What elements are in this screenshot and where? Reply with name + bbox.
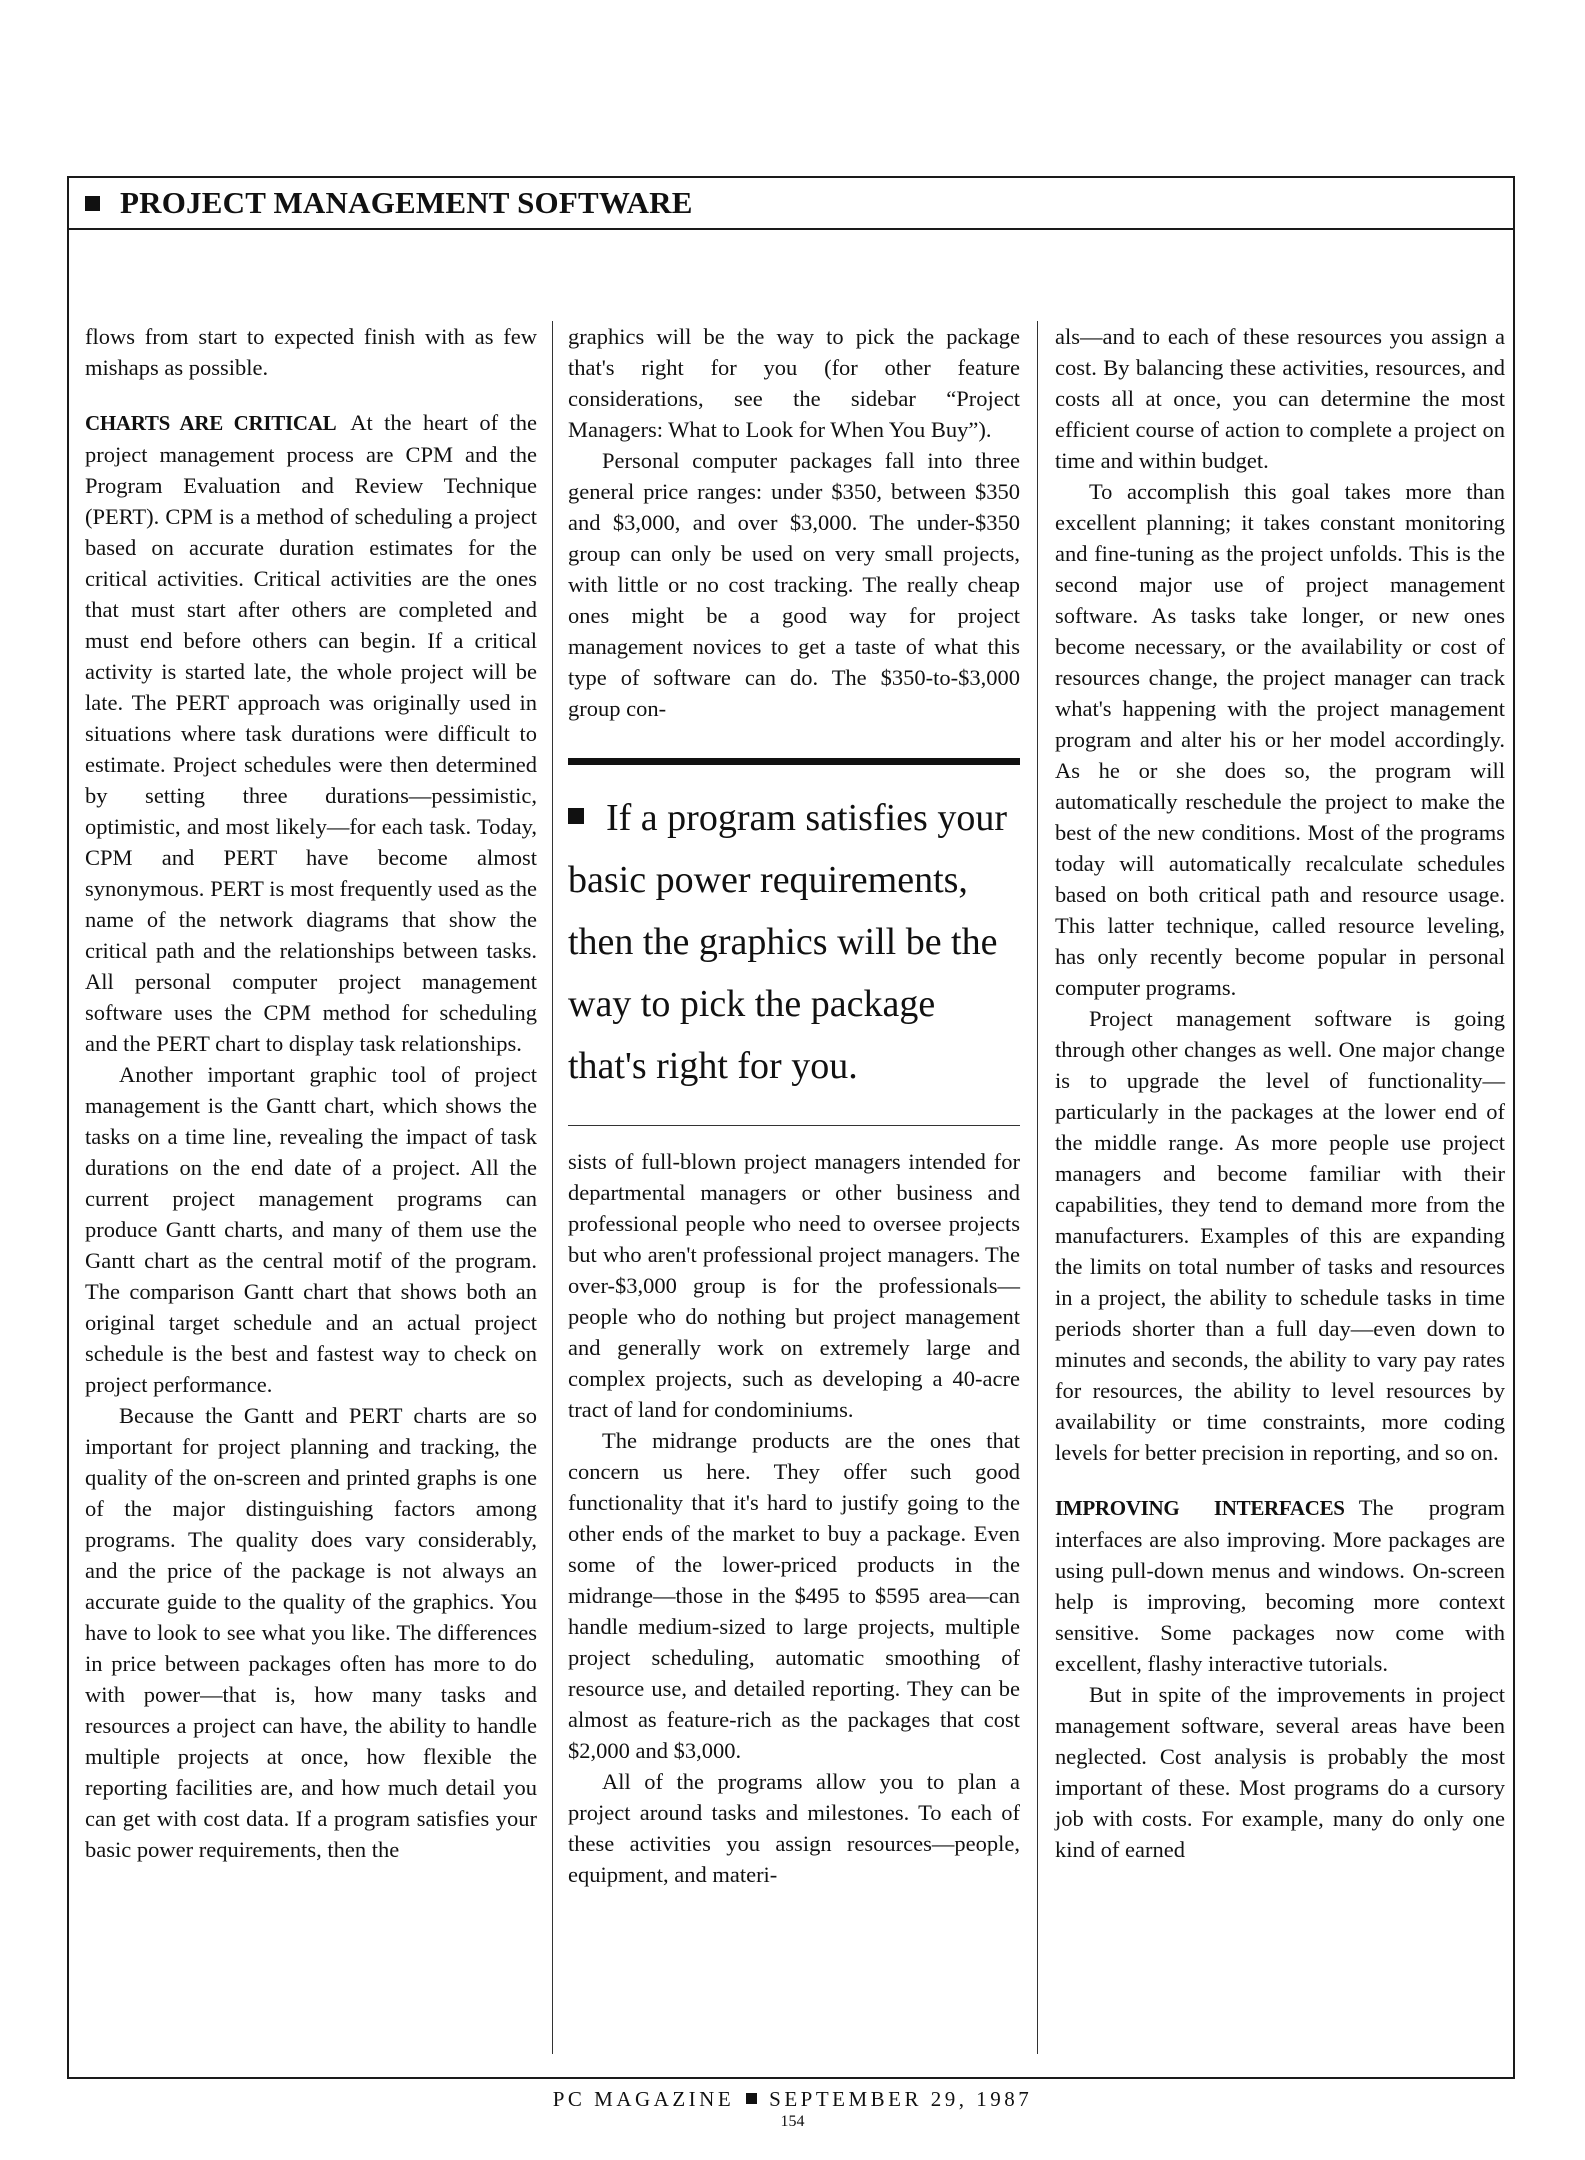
square-bullet-icon — [85, 196, 100, 211]
paragraph-text: The program interfaces are also improving. More packages are using pull-down menus and windows. On-screen help is improving, becoming more context sensitive. Some packages now come with excellent, flashy interactive tutorials. — [1055, 1495, 1505, 1676]
paragraph: To accomplish this goal takes more than excellent planning; it takes constant monitoring and fine-tuning as the project unfolds. This is the second major use of project management software. As tasks take longer, or new ones become necessary, or the availability or cost of resources change, the project manager can track what's happening with the project management program and alter his or her model accordingly. As he or she does so, the program will automatically reschedule the project to make the best of the new conditions. Most of the programs today will automatically recalculate schedules based on both critical path and resource usage. This latter technique, called resource leveling, has only recently become popular in personal computer programs. — [1055, 479, 1505, 1000]
page-number: 154 — [780, 2113, 805, 2130]
text-column-1 — [85, 321, 537, 1865]
paragraph: sists of full-blown project managers intended for departmental managers or other business and professional people who need to oversee projects but who aren't professional project managers. The over-$3,000 group is for the professionals—people who do nothing but project management and generally work on extremely large and complex projects, such as developing a 40-acre tract of land for condominiums. — [568, 1149, 1020, 1422]
paragraph: Because the Gantt and PERT charts are so important for project planning and tracking, the quality of the on-screen and printed graphs is one of the major distinguishing factors among programs. The quality does vary considerably, and the price of the package is not always an accurate guide to the quality of the graphics. You have to look to see what you like. The differences in price between packages often has more to do with power—that is, how many tasks and resources a project can have, the ability to handle multiple projects at once, how flexible the reporting facilities are, and how much detail you can get with cost data. If a program satisfies your basic power requirements, then the — [85, 1403, 537, 1862]
paragraph: Another important graphic tool of project management is the Gantt chart, which shows the tasks on a time line, revealing the impact of task durations on the end date of a project. All the current project management programs can produce Gantt charts, and many of them use the Gantt chart as the central motif of the program. The comparison Gantt chart that shows both an original target schedule and an actual project schedule is the best and fastest way to check on project performance. — [85, 1062, 537, 1397]
paragraph: The midrange products are the ones that concern us here. They offer such good functionality that it's hard to justify going to the other ends of the market to buy a package. Even some of the lower-priced products in the midrange—those in the $495 to $595 area—can handle medium-sized to large projects, multiple project scheduling, automatic smoothing of resource use, and detailed reporting. They can be almost as feature-rich as the packages that cost $2,000 and $3,000. — [568, 1428, 1020, 1763]
pull-quote-text: If a program satisfies your basic power requirements, then the graphics will be the way to pick the package that's right for you. — [568, 797, 1007, 1087]
paragraph: Personal computer packages fall into three general price ranges: under $350, between $350 and $3,000, and over $3,000. The under-$350 group can only be used on very small projects, with little or no cost tracking. The really cheap ones might be a good way for project management novices to get a taste of what this type of software can do. The $350-to-$3,000 group con- — [568, 448, 1020, 721]
paragraph: graphics will be the way to pick the package that's right for you (for other feature considerations, see the sidebar “Project Managers: What to Look for When You Buy”). — [568, 324, 1020, 442]
column-divider — [552, 321, 553, 2054]
issue-date: SEPTEMBER 29, 1987 — [769, 2087, 1033, 2111]
text-column-3 — [1055, 321, 1505, 1865]
text-column-2 — [568, 321, 1020, 1890]
section-header — [69, 178, 1513, 230]
paragraph: Project management software is going through other changes as well. One major change is to upgrade the level of functionality—particularly in the packages at the lower end of the middle range. As more people use project managers and become familiar with their capabilities, they tend to demand more from the manufacturers. Examples of this are expanding the limits on total number of tasks and resources in a project, the ability to schedule tasks in time periods shorter than a full day—even down to minutes and seconds, the ability to vary pay rates for resources, the ability to level resources by availability or time constraints, more coding levels for better precision in reporting, and so on. — [1055, 1006, 1505, 1465]
paragraph: als—and to each of these resources you assign a cost. By balancing these activities, resources, and costs all at once, you can determine the most efficient course of action to complete a project on time and within budget. — [1055, 324, 1505, 473]
square-bullet-icon — [746, 2093, 757, 2104]
paragraph-text: At the heart of the project management process are CPM and the Program Evaluation and Review Technique (PERT). CPM is a method of scheduling a project based on accurate duration estimates for the critical activities. Critical activities are the ones that must start after others are completed and must end before others can begin. If a critical activity is started late, the whole project will be late. The PERT approach was originally used in situations where task durations were difficult to estimate. Project schedules were then determined by setting three durations—pessimistic, optimistic, and most likely—for each task. Today, CPM and PERT have become almost synonymous. PERT is most frequently used as the name of the network diagrams that show the critical path and the relationships between tasks. All personal computer project management software uses the CPM method for scheduling and the PERT chart to display task relationships. — [85, 410, 538, 1056]
paragraph — [1055, 1492, 1505, 1679]
paragraph — [85, 407, 537, 1059]
publication-name: PC MAGAZINE — [552, 2087, 735, 2111]
paragraph: But in spite of the improvements in project management software, several areas have been neglected. Cost analysis is probably the most important of these. Most programs do a cursory job with costs. For example, many do only one kind of earned — [1055, 1682, 1505, 1862]
subheading: IMPROVING INTERFACES — [1055, 1496, 1345, 1520]
article-frame — [67, 176, 1515, 2079]
column-divider — [1037, 321, 1038, 2054]
pull-quote — [568, 758, 1020, 1126]
paragraph: flows from start to expected finish with as few mishaps as possible. — [85, 324, 537, 380]
subheading: CHARTS ARE CRITICAL — [85, 411, 337, 435]
paragraph: All of the programs allow you to plan a project around tasks and milestones. To each of these activities you assign resources—people, equipment, and materi- — [568, 1769, 1020, 1887]
page-footer — [0, 2087, 1585, 2112]
square-bullet-icon — [568, 808, 584, 824]
section-title: PROJECT MANAGEMENT SOFTWARE — [120, 185, 693, 220]
